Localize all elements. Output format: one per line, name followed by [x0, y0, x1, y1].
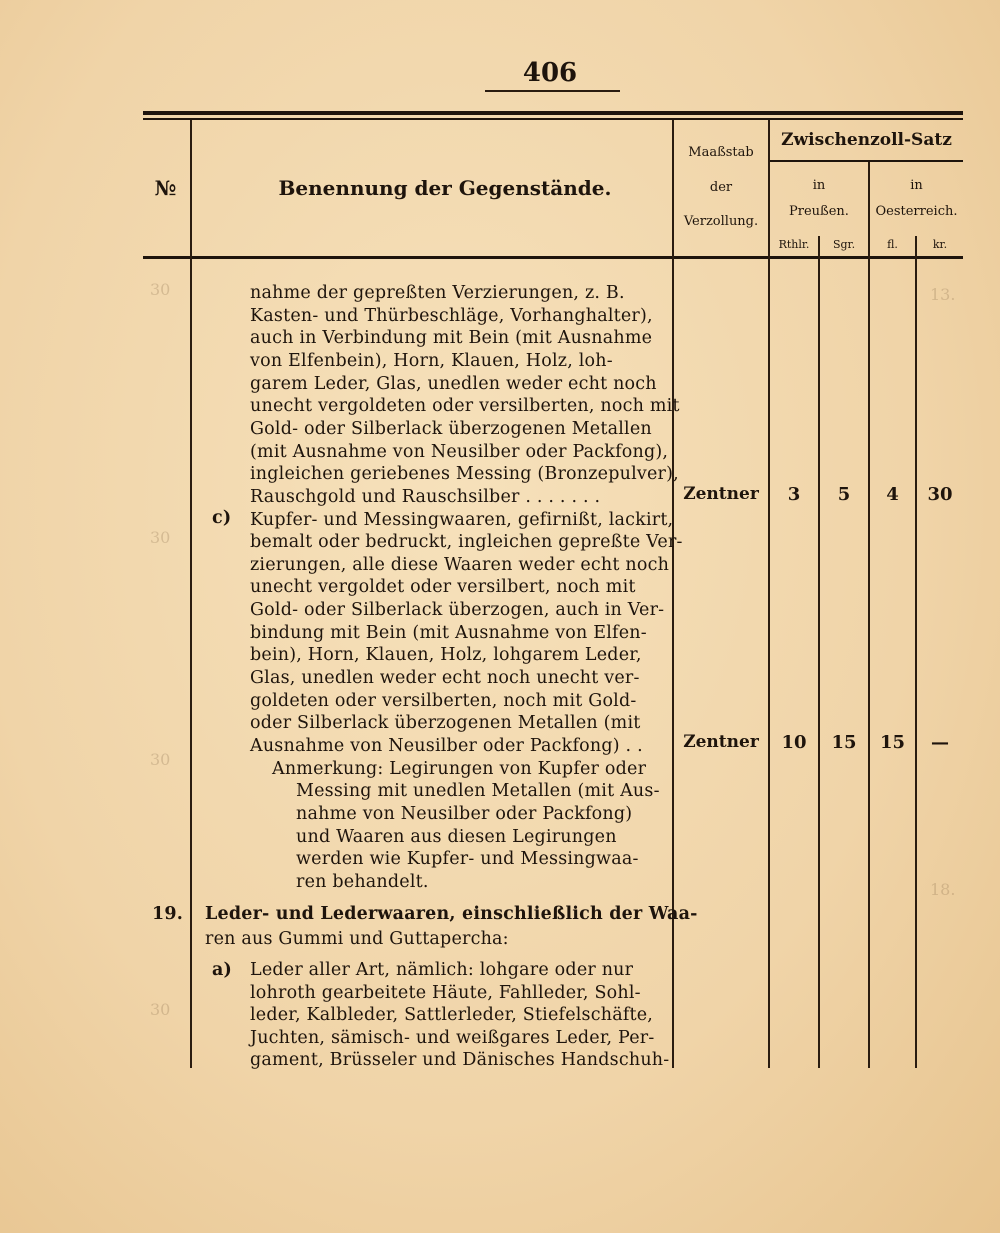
text-line: bein), Horn, Klauen, Holz, lohgarem Leder, — [250, 645, 642, 666]
text-line: unecht vergoldeten oder versilberten, noch mit — [250, 396, 680, 417]
header-unit-sgr: Sgr. — [832, 238, 856, 251]
col-line-rate — [768, 120, 770, 1068]
col-line-measure — [672, 120, 674, 1068]
rate-rthlr: 10 — [781, 732, 807, 753]
text-line: Glas, unedlen weder echt noch unecht ver- — [250, 668, 640, 689]
text-line: ren behandelt. — [296, 871, 429, 892]
text-line: nahme der gepreßten Verzierungen, z. B. — [250, 283, 625, 303]
text-line: und Waaren aus diesen Legirungen — [296, 826, 617, 847]
text-line: Leder- und Lederwaaren, einschließlich der Waa- — [205, 904, 698, 924]
bleed-through-mark: 13. — [930, 285, 956, 304]
rate-subheader-rule — [770, 160, 963, 162]
text-line: nahme von Neusilber oder Packfong) — [296, 803, 633, 824]
header-measure-line3: Verzollung. — [683, 214, 759, 229]
text-line: Kasten- und Thürbeschläge, Vorhanghalter), — [250, 305, 653, 326]
header-austria: Oesterreich. — [875, 204, 958, 219]
item-label-c: c) — [212, 508, 232, 528]
page-number-rule — [485, 90, 620, 92]
text-line: ingleichen geriebenes Messing (Bronzepulver), — [250, 464, 679, 485]
item-label-a: a) — [212, 960, 233, 980]
rate-unit: Zentner — [683, 732, 759, 752]
header-prussia-in: in — [812, 178, 826, 193]
bleed-through-mark: 30 — [150, 750, 171, 769]
item-label-19: 19. — [152, 904, 184, 924]
header-measure-line2: der — [709, 180, 733, 195]
header-unit-kr: kr. — [932, 238, 948, 251]
header-rate: Zwischenzoll-Satz — [781, 130, 952, 150]
text-line: unecht vergoldet oder versilbert, noch mit — [250, 577, 636, 598]
top-rule-thin — [143, 118, 963, 120]
text-line: goldeten oder versilberten, noch mit Gold- — [250, 690, 637, 711]
header-bottom-rule — [143, 256, 963, 259]
rate-kr: — — [931, 732, 949, 753]
col-line-austria — [868, 162, 870, 1068]
bleed-through-mark: 30 — [150, 280, 171, 299]
text-line: auch in Verbindung mit Bein (mit Ausnahme — [250, 328, 653, 349]
header-austria-in: in — [910, 178, 923, 193]
text-line: werden wie Kupfer- und Messingwaa- — [296, 849, 639, 870]
col-line-austria-split — [915, 236, 917, 1068]
text-line: von Elfenbein), Horn, Klauen, Holz, loh- — [250, 350, 613, 371]
rate-kr: 30 — [927, 484, 953, 505]
text-line: Gold- oder Silberlack überzogenen Metallen — [250, 418, 652, 439]
text-line: Anmerkung: Legirungen von Kupfer oder — [272, 758, 647, 779]
text-line: Gold- oder Silberlack überzogen, auch in Ver- — [250, 600, 665, 621]
top-rule-thick — [143, 111, 963, 115]
text-line: oder Silberlack überzogenen Metallen (mit — [250, 713, 641, 734]
header-item-name: Benennung der Gegenstände. — [278, 176, 612, 200]
header-unit-fl: fl. — [887, 238, 898, 251]
col-line-no — [190, 120, 192, 1068]
text-line: (mit Ausnahme von Neusilber oder Packfong), — [250, 441, 669, 462]
text-line: leder, Kalbleder, Sattlerleder, Stiefelschäfte, — [250, 1005, 654, 1026]
text-line: ren aus Gummi und Guttapercha: — [205, 929, 509, 949]
rate-fl: 4 — [886, 484, 899, 505]
text-line: Leder aller Art, nämlich: lohgare oder nur — [250, 960, 634, 980]
text-line: gament, Brüsseler und Dänisches Handschuh- — [250, 1050, 670, 1071]
header-unit-rthlr: Rthlr. — [778, 238, 810, 251]
bleed-through-mark: 30 — [150, 1000, 171, 1019]
text-line: Kupfer- und Messingwaaren, gefirnißt, lackirt, — [250, 509, 674, 530]
header-measure-line1: Maaßstab — [688, 145, 754, 160]
rate-unit: Zentner — [683, 484, 759, 504]
col-line-prussia-split — [818, 236, 820, 1068]
text-line: garem Leder, Glas, unedlen weder echt noch — [250, 373, 657, 394]
rate-sgr: 5 — [837, 484, 851, 505]
bleed-through-mark: 18. — [930, 880, 956, 899]
text-line: zierungen, alle diese Waaren weder echt noch — [250, 554, 670, 575]
text-line: Messing mit unedlen Metallen (mit Aus- — [296, 781, 660, 802]
text-line: bindung mit Bein (mit Ausnahme von Elfen- — [250, 622, 647, 643]
text-line: lohroth gearbeitete Häute, Fahlleder, Sohl- — [250, 982, 641, 1003]
text-line: bemalt oder bedruckt, ingleichen gepreßte Ver- — [250, 532, 683, 553]
rate-sgr: 15 — [831, 732, 857, 753]
rate-rthlr: 3 — [787, 484, 801, 505]
text-line: Rauschgold und Rauschsilber . . . . . . . — [250, 486, 601, 507]
text-line: Ausnahme von Neusilber oder Packfong) . . — [250, 736, 643, 756]
header-prussia: Preußen. — [789, 204, 849, 219]
header-number: № — [154, 176, 177, 200]
rate-fl: 15 — [879, 732, 906, 753]
bleed-through-mark: 30 — [150, 528, 171, 547]
page-number: 406 — [522, 58, 578, 88]
text-line: Juchten, sämisch- und weißgares Leder, Per- — [250, 1027, 655, 1048]
